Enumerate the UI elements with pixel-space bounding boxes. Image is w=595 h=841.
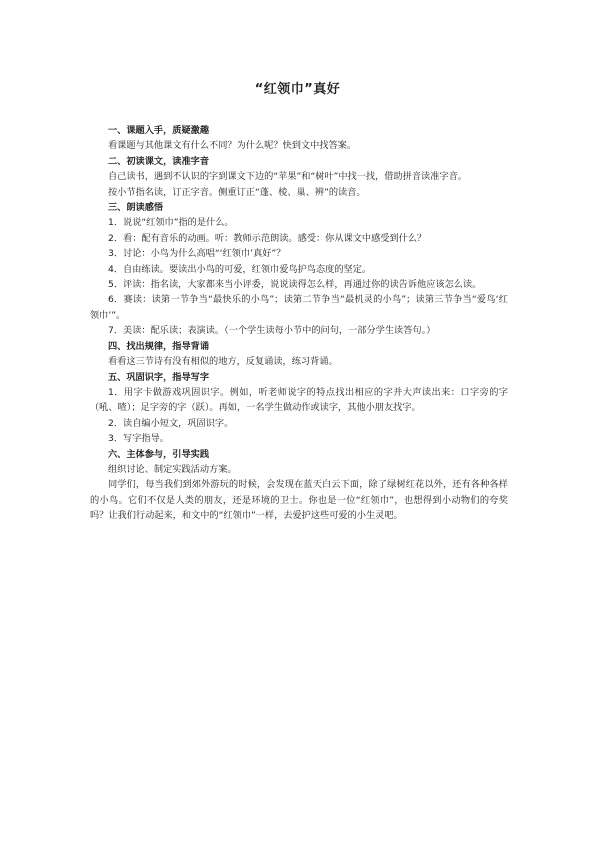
paragraph: 4．自由练读。要读出小鸟的可爱，红领巾爱鸟护鸟态度的坚定。 xyxy=(108,263,372,275)
paragraph: 1．用字卡做游戏巩固识字。例如，听老师说字的特点找出相应的字并大声读出来：口字旁的字（吼、喳）；足字旁的字（跃）。再如，一名学生做动作或读字，其他小朋友找字。 xyxy=(90,386,508,414)
paragraph: 自己读书，遇到不认识的字到课文下边的“苹果”和“树叶”中找一找，借助拼音读准字音。 xyxy=(108,171,467,183)
paragraph: 看看这三节诗有没有相似的地方，反复诵读，练习背诵。 xyxy=(108,356,338,368)
section-heading: 六、主体参与，引导实践 xyxy=(108,448,210,460)
paragraph: 2．读自编小短文，巩固识字。 xyxy=(108,417,234,429)
paragraph: 3．写字指导。 xyxy=(108,433,169,445)
paragraph: 7．美读：配乐读；表演读。（一个学生读每小节中的问句，一部分学生读答句。） xyxy=(108,325,436,337)
paragraph: 6．赛读：读第一节争当“最快乐的小鸟”；读第二节争当“最机灵的小鸟”；读第三节争当“爱鸟‘红领巾’”。 xyxy=(90,294,508,321)
section-heading: 一、课题入手，质疑激趣 xyxy=(108,125,210,136)
paragraph: 同学们，每当我们到郊外游玩的时候，会发现在蓝天白云下面，除了绿树红花以外，还有各种各样的小鸟。它们不仅是人类的朋友，还是环境的卫士。你也是一位“红领巾”，也想得到小动物们的夸奖吗？让我们行动起来，和文中的“红领巾”一样，去爱护这些可爱的小生灵吧。 xyxy=(90,479,508,522)
paragraph: 2．看：配有音乐的动画。听：教师示范朗读。感受：你从课文中感受到什么？ xyxy=(108,232,427,244)
section-heading: 四、找出规律，指导背诵 xyxy=(108,340,210,352)
section-heading: 三、朗读感悟 xyxy=(108,202,164,214)
paragraph: 组织讨论、制定实践活动方案。 xyxy=(108,463,237,475)
paragraph: 看课题与其他课文有什么不同？为什么呢？快到文中找答案。 xyxy=(108,140,357,152)
paragraph: 5．评读：指名读，大家都来当小评委，说说读得怎么样，再通过你的读告诉他应该怎么读。 xyxy=(108,279,482,291)
paragraph: 3．讨论：小鸟为什么高唱“‘红领巾’真好”？ xyxy=(108,248,286,260)
paragraph: 1．说说“红领巾”指的是什么。 xyxy=(108,217,234,229)
section-heading: 五、巩固识字，指导写字 xyxy=(108,371,210,383)
page-title: “红领巾”真好 xyxy=(254,82,341,97)
paragraph: 按小节指名读，订正字音。侧重订正“蓬、棱、巢、辨”的读音。 xyxy=(108,186,366,198)
document-body xyxy=(90,123,508,524)
section-heading: 二、初读课文，读准字音 xyxy=(108,155,210,167)
